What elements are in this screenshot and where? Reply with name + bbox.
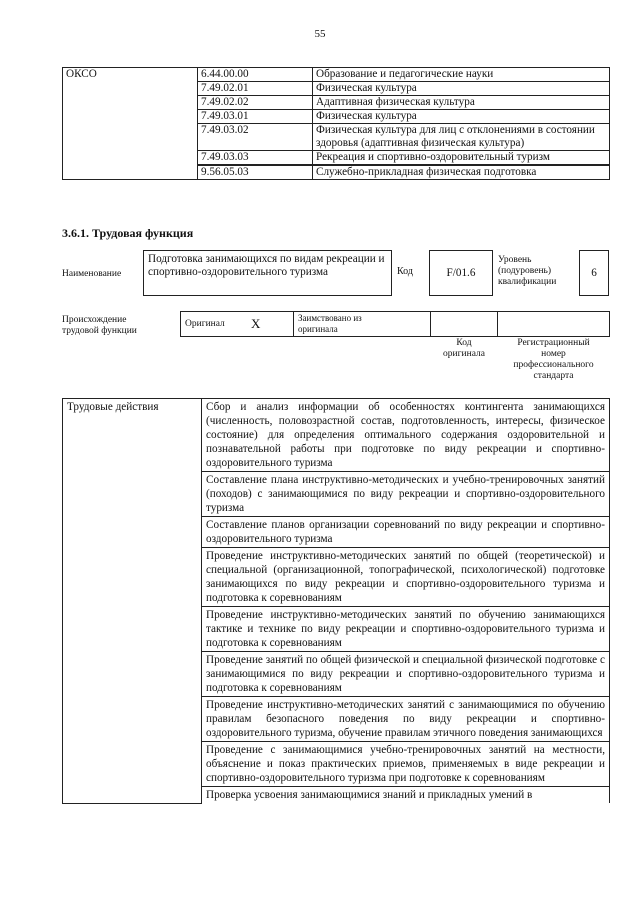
okso-code: 7.49.03.02 (198, 124, 313, 151)
code-value: F/01.6 (446, 267, 476, 279)
reg-number-caption-line4: стандарта (533, 371, 574, 381)
okso-name: Физическая культура (313, 110, 610, 124)
borrowed-label (298, 313, 362, 335)
okso-code: 9.56.05.03 (198, 165, 313, 180)
section-title: 3.6.1. Трудовая функция (62, 226, 194, 240)
level-label (498, 255, 556, 288)
labor-action-text: Проведение инструктивно-методических занятий по обучению занимающихся тактике и технике по виду рекреации и спортивно-оздоровительного туризма и подготовка к соревнованиям (202, 607, 610, 652)
reg-number-caption-line2: номер (541, 349, 566, 359)
okso-name: Физическая культура для лиц с отклонениями в состоянии здоровья (адаптивная физическая культура) (313, 124, 610, 151)
level-label-line1: Уровень (498, 255, 532, 265)
labor-action-text: Проведение с занимающимися учебно-тренировочных занятий на местности, объяснение и показ практических приемов, применяемых в виде рекреации и спортивно-оздоровительного туризма при подготовке к соревнованиям (202, 742, 610, 787)
borrowed-label-line1: Заимствовано из (298, 313, 362, 323)
borrowed-cell (293, 311, 431, 337)
labor-action-text: Составление планов организации соревнований по виду рекреации и спортивно-оздоровительного туризма (202, 517, 610, 548)
reg-number-caption (497, 338, 610, 382)
okso-name: Служебно-прикладная физическая подготовка (313, 165, 610, 180)
code-original-caption (430, 338, 498, 360)
function-name: Подготовка занимающихся по видам рекреации и спортивно-оздоровительного туризма (148, 253, 385, 278)
labor-action-text: Проведение занятий по общей физической и специальной физической подготовке с занимающимися по виду рекреации и спортивно-оздоровительного туризма и подготовка к соревнованиям (202, 652, 610, 697)
labor-action-text: Проверка усвоения занимающимися знаний и прикладных умений в (202, 787, 610, 804)
original-mark: X (251, 316, 261, 331)
labor-action-text: Составление плана инструктивно-методических и учебно-тренировочных занятий (походов) с занимающимися по виду рекреации и спортивно-оздоровительного туризма (202, 472, 610, 517)
code-label: Код (397, 266, 413, 277)
okso-code: 6.44.00.00 (198, 68, 313, 82)
origin-label-line2: трудовой функции (62, 326, 137, 336)
labor-action-text: Проведение инструктивно-методических занятий с занимающимися по обучению правилам безопасного поведения по виду рекреации и спортивно-оздоровительного туризма, обучение правилам этичного поведения занимающихся (202, 697, 610, 742)
labor-actions-label: Трудовые действия (63, 399, 202, 804)
okso-code: 7.49.02.01 (198, 82, 313, 96)
code-box (429, 250, 493, 296)
origin-label-line1: Происхождение (62, 315, 127, 325)
okso-name: Физическая культура (313, 82, 610, 96)
okso-table (62, 67, 610, 180)
name-label: Наименование (62, 269, 122, 279)
origin-label (62, 315, 137, 337)
okso-code: 7.49.02.02 (198, 96, 313, 110)
okso-row (63, 68, 610, 82)
okso-name: Рекреация и спортивно-оздоровительный туризм (313, 151, 610, 166)
okso-label: ОКСО (63, 68, 198, 180)
okso-code: 7.49.03.01 (198, 110, 313, 124)
original-cell (180, 311, 294, 337)
labor-action-text: Сбор и анализ информации об особенностях контингента занимающихся (численность, половозрастной состав, подготовленность, интересы, физическое состояние) для определения оптимального содержания оздоровительной и познавательной работы при подготовке по виду рекреации и спортивно-оздоровительного туризма (202, 399, 610, 472)
borrowed-label-line2: оригинала (298, 324, 338, 334)
code-original-cell (430, 311, 498, 337)
okso-code: 7.49.03.03 (198, 151, 313, 166)
okso-name: Адаптивная физическая культура (313, 96, 610, 110)
level-label-line3: квалификации (498, 277, 557, 287)
code-original-caption-line1: Код (456, 338, 472, 348)
labor-actions-table (62, 398, 610, 804)
level-label-line2: (подуровень) (498, 266, 552, 276)
level-box (579, 250, 609, 296)
okso-name: Образование и педагогические науки (313, 68, 610, 82)
level-value: 6 (591, 267, 597, 279)
function-name-box (143, 250, 392, 296)
labor-action-text: Проведение инструктивно-методических занятий по общей (теоретической) и специальной (организационной, топографической, психологической) подготовке занимающихся по виду рекреации и спортивно-оздоровительного туризма и подготовка к соревнованиям (202, 548, 610, 607)
reg-number-caption-line1: Регистрационный (517, 338, 590, 348)
labor-action-row (63, 399, 610, 472)
code-original-caption-line2: оригинала (443, 349, 485, 359)
reg-number-cell (497, 311, 610, 337)
reg-number-caption-line3: профессионального (513, 360, 594, 370)
original-label: Оригинал (185, 319, 225, 329)
page-number: 55 (314, 28, 326, 40)
